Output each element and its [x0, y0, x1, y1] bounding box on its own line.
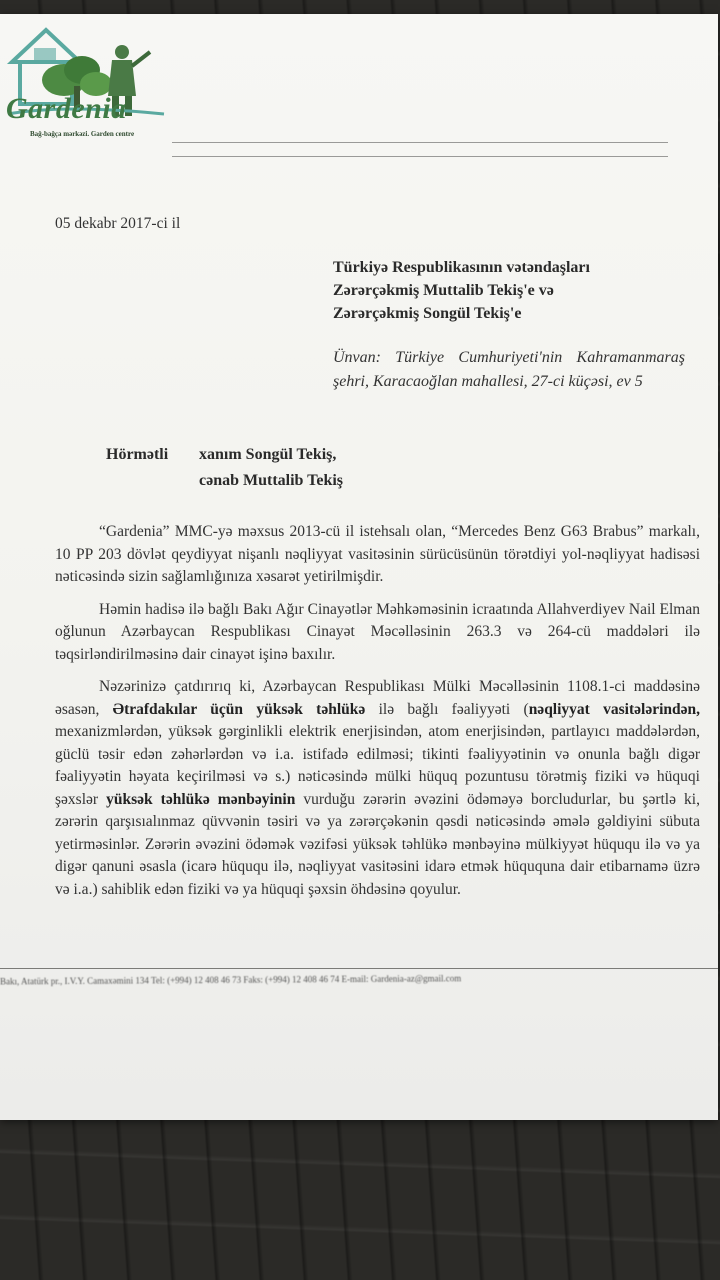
letter-body — [55, 521, 700, 911]
footer-divider — [0, 968, 718, 969]
recipient-block — [333, 256, 683, 325]
company-tagline: Bağ-bağça mərkəzi. Garden centre — [30, 130, 135, 138]
body-paragraph — [55, 676, 700, 901]
greeting-line: cənab Muttalib Tekiş — [199, 472, 344, 489]
paragraph-text: mexanizmlərdən, yüksək gərginlikli elektrik enerjisindən, atom enerjisindən, partlayıcı maddələrdən, güclü təsir edən zəhərlərdən və i.a. istifadə edilməsi; tikinti fəaliyyətinin və onunla bağlı digər fəaliyyətin həyata keçirilməsi və s.) nəticəsində mülki hüquq pozuntusu törətmiş fiziki və hüquqi şəxslər — [55, 723, 700, 808]
greeting-salutation: Hörmətli — [106, 446, 169, 463]
body-paragraph: Həmin hadisə ilə bağlı Bakı Ağır Cinayətlər Məhkəməsinin icraatında Allahverdiyev Nail Elman oğlunun Azərbaycan Respublikası Cinayət Məcəlləsinin 263.3 və 264-cü maddələri ilə təqsirləndirilməsinə dair cinayət işinə baxılır. — [55, 600, 700, 663]
header-divider — [172, 156, 668, 157]
paragraph-text: Nəzərinizə çatdırırıq ki, Azərbaycan Respublikası Mülki Məcəlləsinin 1108.1-ci maddəsinə əsasən, — [55, 678, 700, 718]
header-divider — [172, 142, 668, 143]
paragraph-bold-text: Ətrafdakılar üçün yüksək təhlükə — [112, 700, 366, 718]
company-logo-name: Gardenia — [6, 92, 127, 125]
recipient-line: Zərərçəkmiş Songül Tekiş'e — [333, 305, 522, 322]
paragraph-text: ilə bağlı fəaliyyəti ( — [365, 700, 529, 718]
letter-date: 05 dekabr 2017-ci il — [55, 215, 181, 232]
letter-footer-contact: Bakı, Atatürk pr., I.V.Y. Camaxəmini 134 Tel: (+994) 12 408 46 73 Faks: (+994) 12 408 46 74 E-mail: Gardenia-az@gmail.com — [0, 973, 462, 987]
paragraph-text: vurduğu zərərin əvəzini ödəməyə borcludurlar, bu şərtlə ki, zərərin qarşısıalınmaz qüvvənin təsiri və ya zərərçəkənin qəsdi nəticəsində əmələ gəldiyini sübuta yetirməsinlər. Zərərin əvəzini ödəmək vəzifəsi yüksək təhlükə mənbəyinə mülkiyyət hüququ ilə və ya digər qanuni əsasla (icarə hüququ ilə, nəqliyyat vasitəsini idarə etmək hüququna dair etibarnamə üzrə və i.a.) sahiblik edən fiziki və ya hüquqi şəxsin öhdəsinə qoyulur. — [55, 790, 700, 898]
greeting-line: xanım Songül Tekiş, — [199, 446, 337, 463]
paragraph-bold-text: nəqliyyat vasitələrindən, — [528, 700, 701, 718]
recipient-address: Ünvan: Türkiye Cumhuriyeti'nin Kahramanmaraş şehri, Karacaoğlan mahallesi, 27-ci küçəsi, ev 5 — [333, 349, 685, 390]
recipient-line: Türkiyə Respublikasının vətəndaşları — [333, 259, 590, 276]
recipient-line: Zərərçəkmiş Muttalib Tekiş'e və — [333, 282, 554, 299]
paragraph-bold-text: yüksək təhlükə mənbəyinin — [106, 790, 296, 808]
body-paragraph: “Gardenia” MMC-yə məxsus 2013-cü il istehsalı olan, “Mercedes Benz G63 Brabus” markalı, 10 PP 203 dövlət qeydiyyat nişanlı nəqliyyat vasitəsinin sürücüsünün törətdiyi yol-nəqliyyat hadisəsi nəticəsində sizin sağlamlığınıza xəsarət yetirilmişdir. — [55, 523, 700, 585]
